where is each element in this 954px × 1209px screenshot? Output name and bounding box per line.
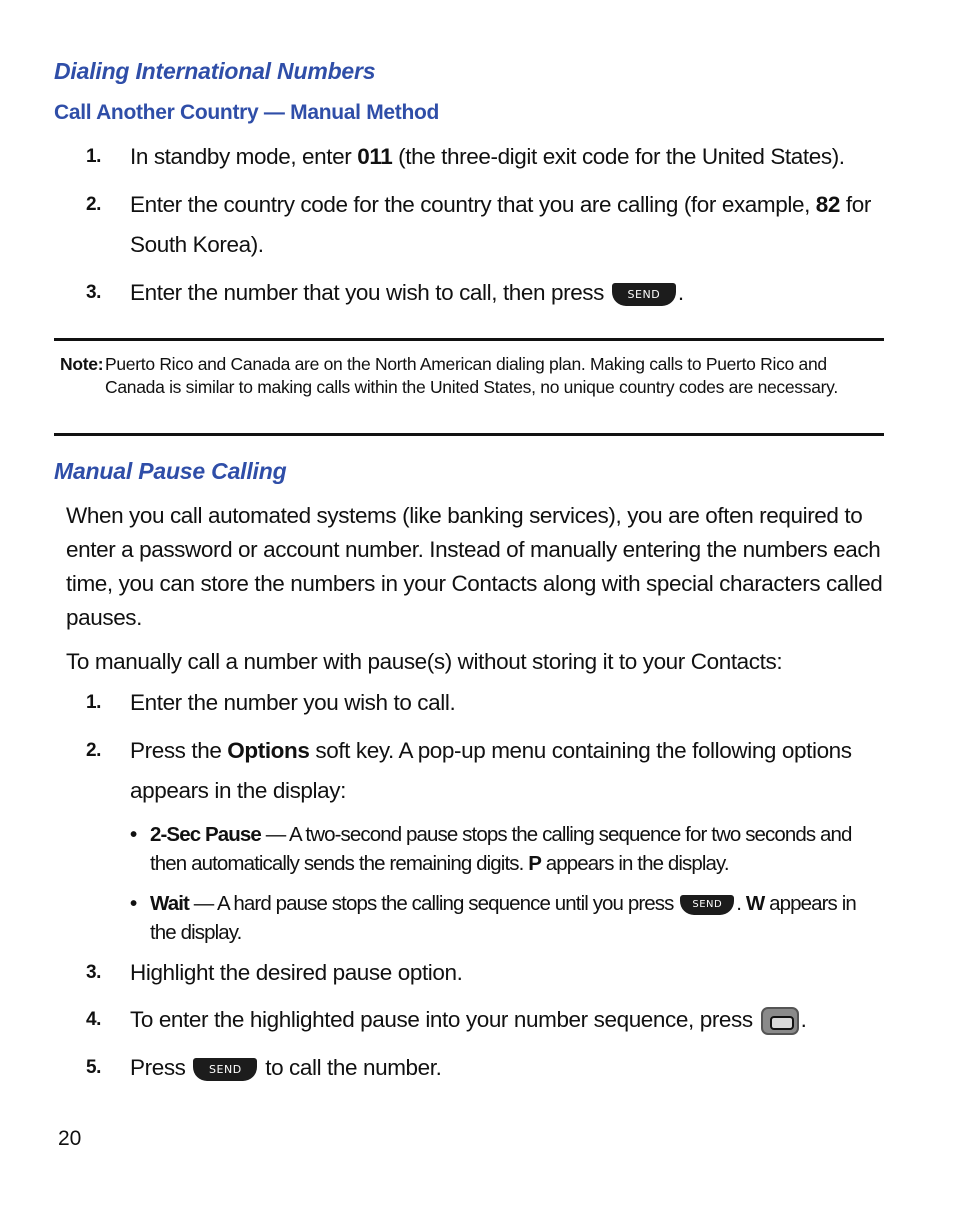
- step-text: [130, 185, 886, 265]
- pause-step-2: [86, 731, 886, 811]
- subsection-title-manual-method: Call Another Country — Manual Method: [54, 101, 440, 124]
- step-text: [130, 1000, 886, 1040]
- bullet-2sec-pause: [130, 820, 886, 878]
- bullet-text-pre: A hard pause stops the calling sequence until you press: [216, 892, 679, 915]
- bullet-dot: •: [130, 892, 137, 915]
- bullet-wait: [130, 889, 886, 947]
- bullet-text: [150, 889, 886, 947]
- step-3: [86, 273, 886, 313]
- step-2: [86, 185, 886, 265]
- step-text: [130, 731, 886, 811]
- pause-step-4: [86, 1000, 886, 1040]
- note-text: Puerto Rico and Canada are on the North American dialing plan. Making calls to Puerto Rico and Canada is similar to making calls within the United States, no unique country codes are necessary.: [105, 354, 838, 397]
- bullet-dash: —: [260, 823, 289, 846]
- step-text-post: .: [677, 280, 684, 305]
- step-text-post: (the three-digit exit code for the United States).: [392, 144, 845, 169]
- step-text-post: soft key. A pop-up menu containing the following options appears in the display:: [130, 738, 852, 803]
- step-text-post: .: [800, 1007, 807, 1032]
- send-key-icon: SEND: [612, 283, 676, 306]
- step-text-pre: To enter the highlighted pause into your number sequence, press: [130, 1007, 759, 1032]
- step-text: Highlight the desired pause option.: [130, 960, 463, 985]
- step-text-pre: Enter the country code for the country that you are calling (for example,: [130, 192, 816, 217]
- country-code-example: 82: [815, 192, 841, 217]
- exit-code: 011: [357, 144, 393, 169]
- intro-paragraph: When you call automated systems (like banking services), you are often required to enter a password or account number. Instead of manually entering the numbers each time, you can store the numbers in your Contacts along with special characters called pauses.: [66, 503, 883, 630]
- bullet-term: 2-Sec Pause: [150, 823, 261, 846]
- section-title-international: Dialing International Numbers: [54, 58, 376, 84]
- pause-step-3: [86, 953, 886, 993]
- bullet-text-post: appears in the display.: [540, 852, 729, 875]
- bullet-dot: •: [130, 823, 137, 846]
- pause-step-5: [86, 1048, 886, 1088]
- note-box: [60, 353, 882, 399]
- step-number: 4.: [86, 1009, 102, 1030]
- send-key-icon: SEND: [680, 895, 734, 915]
- step-text-post: for South Korea).: [130, 192, 871, 257]
- step-text-pre: Press: [130, 1055, 192, 1080]
- step-number: 1.: [86, 146, 102, 167]
- step-text: [130, 273, 886, 313]
- note-top-rule: [54, 338, 884, 341]
- step-number: 5.: [86, 1057, 102, 1078]
- step-1: [86, 137, 886, 177]
- bullet-text: [150, 820, 886, 878]
- step-number: 3.: [86, 282, 102, 303]
- send-key-icon: SEND: [193, 1058, 257, 1081]
- step-text-pre: Press the: [130, 738, 228, 763]
- step-number: 3.: [86, 962, 102, 983]
- step-number: 2.: [86, 194, 102, 215]
- pause-step-1: [86, 683, 886, 723]
- pause-char-w: W: [745, 892, 765, 915]
- bullet-dash: —: [188, 892, 217, 915]
- pause-char-p: P: [528, 852, 541, 875]
- step-text-pre: In standby mode, enter: [130, 144, 358, 169]
- bullet-text-after-key: .: [736, 892, 746, 915]
- page-number: 20: [58, 1127, 82, 1150]
- bullet-text-post: appears in the display.: [150, 892, 856, 944]
- step-number: 1.: [86, 692, 102, 713]
- section-title-manual-pause: Manual Pause Calling: [54, 458, 287, 484]
- note-bottom-rule: [54, 433, 884, 436]
- step-text: [130, 137, 886, 177]
- step-text: [130, 1048, 886, 1088]
- step-number: 2.: [86, 740, 102, 761]
- lead-paragraph: To manually call a number with pause(s) without storing it to your Contacts:: [66, 649, 783, 674]
- step-text-pre: Enter the number that you wish to call, then press: [130, 280, 610, 305]
- ok-key-icon: [761, 1007, 799, 1035]
- options-softkey-label: Options: [227, 738, 310, 763]
- step-text-post: to call the number.: [259, 1055, 442, 1080]
- step-text: Enter the number you wish to call.: [130, 690, 456, 715]
- bullet-text-pre: A two-second pause stops the calling sequence for two seconds and then automatically sends the remaining digits.: [150, 823, 852, 875]
- bullet-term: Wait: [150, 892, 189, 915]
- note-label: Note:: [60, 354, 104, 374]
